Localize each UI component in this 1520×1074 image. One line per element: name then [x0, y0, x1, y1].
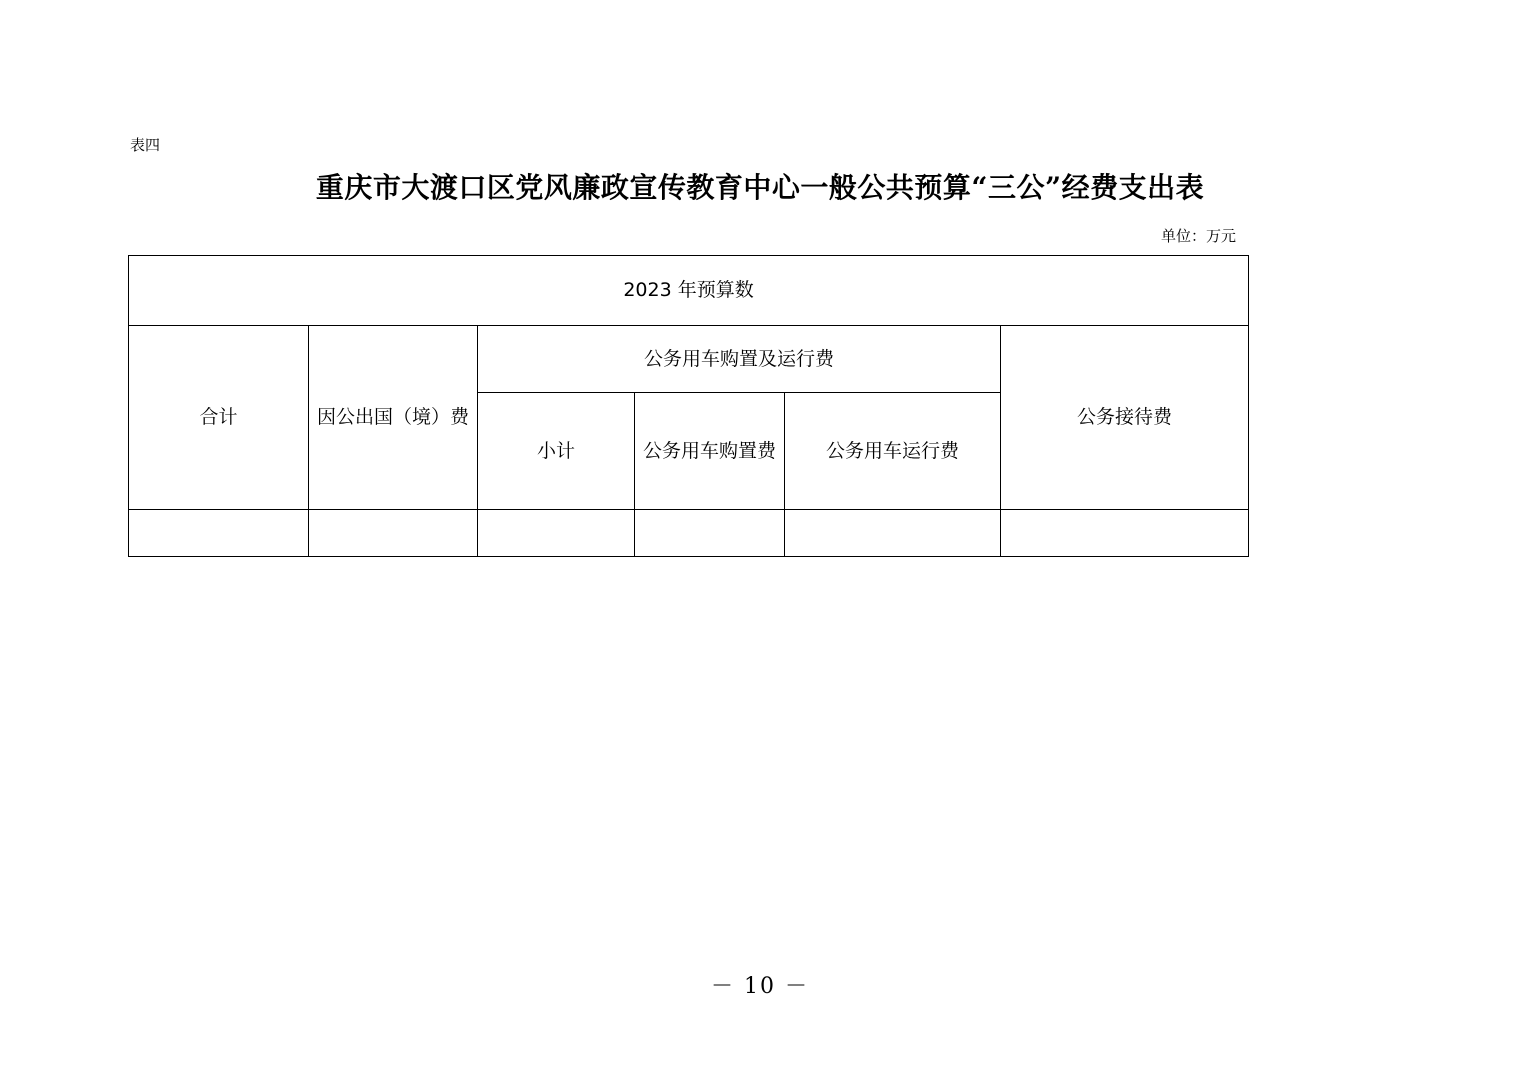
total-value-cell: [129, 510, 309, 557]
car-operation-value-cell: [785, 510, 1001, 557]
car-purchase-header-cell: 公务用车购置费: [635, 393, 785, 510]
three-public-expenses-table: [128, 255, 1249, 557]
year-header-row: [129, 256, 1249, 326]
category-header-row: [129, 326, 1249, 393]
reception-value-cell: [1001, 510, 1249, 557]
overseas-header-cell: 因公出国（境）费: [309, 326, 478, 510]
total-header-cell: 合计: [129, 326, 309, 510]
unit-note: 单位：万元: [1160, 227, 1236, 245]
page-number: － 10 －: [711, 974, 809, 999]
overseas-value-cell: [309, 510, 478, 557]
car-operation-header-cell: 公务用车运行费: [785, 393, 1001, 510]
document-title: 重庆市大渡口区党风廉政宣传教育中心一般公共预算“三公”经费支出表: [315, 171, 1205, 204]
year-header-cell: 2023 年预算数: [129, 256, 1249, 326]
car-group-header-cell: 公务用车购置及运行费: [478, 326, 1001, 393]
table-label: 表四: [130, 136, 161, 154]
reception-header-cell: 公务接待费: [1001, 326, 1249, 510]
car-subtotal-header-cell: 小计: [478, 393, 635, 510]
car-purchase-value-cell: [635, 510, 785, 557]
table-row: [129, 510, 1249, 557]
car-subtotal-value-cell: [478, 510, 635, 557]
